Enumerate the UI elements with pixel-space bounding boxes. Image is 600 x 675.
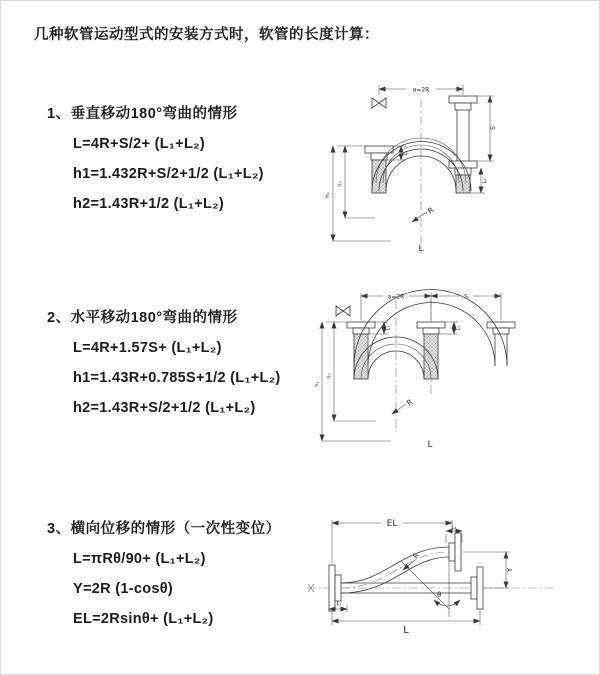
- dim-label-l2: L₂: [455, 325, 462, 331]
- formula-h2: h2=1.43R+1/2 (L₁+L₂): [73, 196, 225, 212]
- valve-icon: [372, 98, 386, 108]
- angle-theta-construction: [401, 557, 460, 617]
- s-curve-hose: [341, 547, 449, 593]
- diagram-lateral-displacement: [301, 509, 561, 654]
- diagram-vertical-180-bend: [313, 73, 533, 258]
- section-1-heading: 1、垂直移动180°弯曲的情形: [47, 106, 238, 122]
- dimension-s: [477, 96, 497, 161]
- dim-label-el: EL: [386, 519, 398, 529]
- dimension-l: [332, 609, 480, 636]
- formula-el: EL=2Rsinθ+ (L₁+L₂): [73, 611, 214, 627]
- dim-label-h1: h₁: [314, 381, 321, 387]
- dim-label-l2: L₂: [451, 525, 457, 531]
- section-2-heading: 2、水平移动180°弯曲的情形: [47, 310, 238, 326]
- dim-label-h2: h₂: [337, 181, 344, 187]
- dim-label-y: Y: [506, 567, 514, 573]
- formula-length: L=4R+1.57S+ (L₁+L₂): [73, 340, 222, 356]
- dim-label-r: R: [425, 205, 436, 216]
- dim-label-l2: L₂: [482, 178, 488, 184]
- dim-label-a2r: a=2R: [387, 293, 405, 301]
- formula-length: L=4R+S/2+ (L₁+L₂): [73, 136, 205, 152]
- formula-y: Y=2R (1-cosθ): [73, 581, 173, 597]
- upper-flange-fitting: [449, 533, 461, 571]
- formula-h1: h1=1.43R+0.785S+1/2 (L₁+L₂): [73, 370, 281, 386]
- dim-label-r: R: [411, 551, 422, 560]
- dimension-s: [431, 293, 501, 301]
- dimension-a2r: [379, 85, 463, 95]
- radius-leader: [403, 552, 421, 570]
- dim-label-h1: h₁: [325, 192, 331, 198]
- formula-length: L=πRθ/90+ (L₁+L₂): [73, 551, 206, 567]
- dim-label-r: R: [404, 397, 415, 408]
- section-3-heading: 3、横向位移的情形（一次性变位）: [47, 521, 281, 537]
- dim-label-l1: L₁: [385, 325, 392, 331]
- left-hose-fitting: [347, 322, 375, 379]
- middle-hose-fitting: [417, 322, 445, 379]
- radius-leader: [412, 205, 435, 222]
- dim-label-l: L: [403, 625, 409, 636]
- dimension-h2: [338, 146, 376, 218]
- radius-leader: [392, 397, 414, 414]
- right-hose-fitting: [449, 96, 477, 193]
- dim-label-l: L: [427, 440, 433, 449]
- section-horizontal-movement: [47, 306, 281, 430]
- dim-label-l: L: [418, 244, 424, 254]
- braided-hose-leg: [354, 334, 368, 379]
- dim-label-s: S: [490, 126, 497, 130]
- right-flange-fitting: [471, 567, 483, 609]
- formula-h1: h1=1.432R+S/2+1/2 (L₁+L₂): [73, 166, 264, 182]
- formula-h2: h2=1.43R+S/2+1/2 (L₁+L₂): [73, 400, 256, 416]
- dim-label-l1: L₁: [336, 601, 342, 607]
- page-title: 几种软管运动型式的安装方式时，软管的长度计算：: [34, 27, 379, 43]
- dim-label-theta: θ: [437, 591, 442, 599]
- dim-label-s: S: [464, 293, 468, 301]
- diagram-horizontal-180-bend: [306, 284, 541, 449]
- dim-label-l1: L₁: [403, 150, 409, 156]
- dim-label-h2: h₂: [326, 373, 333, 379]
- braided-hose-leg: [424, 334, 438, 379]
- dim-label-a2r: a=2R: [412, 86, 430, 94]
- section-lateral-displacement: [47, 517, 281, 641]
- dimension-l2: [470, 168, 488, 193]
- section-vertical-movement: [47, 102, 264, 226]
- valve-icon: [336, 306, 350, 316]
- dimension-el: [332, 519, 452, 563]
